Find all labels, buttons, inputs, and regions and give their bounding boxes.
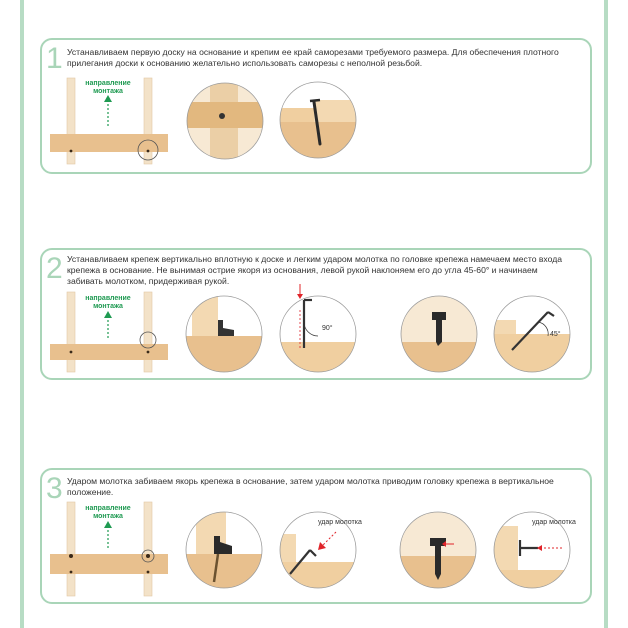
deck-overview-diagram: [50, 502, 168, 596]
deck-board: [50, 554, 168, 574]
screw-point: [70, 351, 73, 354]
step-2-illustrations: [42, 250, 590, 378]
deck-board: [50, 134, 168, 152]
detail-hammer-strike-2: [494, 512, 576, 592]
screw-point: [147, 571, 150, 574]
deck-overview-diagram: [50, 78, 168, 164]
angle-label: 90°: [322, 325, 333, 332]
detail-screw-side-view: [280, 82, 356, 162]
detail-hammer-strike-1: [280, 512, 362, 592]
step-number: 2: [46, 252, 63, 285]
step-number: 3: [46, 472, 63, 505]
screw-point: [70, 571, 73, 574]
left-guide-rail: [20, 0, 24, 628]
step-1-illustrations: [42, 40, 590, 172]
deck-overview-diagram: [50, 292, 168, 372]
step-2-panel: [40, 248, 592, 380]
detail-fastener-front: [186, 296, 262, 376]
hammer-label: удар молотка: [532, 519, 576, 526]
detail-fastener-side: [401, 296, 477, 376]
direction-label: направление: [85, 80, 131, 87]
screw-point: [147, 150, 150, 153]
detail-anchor-driven: [186, 512, 262, 592]
direction-label: направление: [85, 505, 131, 512]
direction-arrow-head: [104, 95, 112, 102]
angle-label: 45°: [550, 331, 561, 338]
step-number: 1: [46, 42, 63, 75]
direction-label: монтажа: [93, 88, 123, 95]
step-instruction: Ударом молотка забиваем якорь крепежа в основание, затем ударом молотка приводим головку крепежа в вертикальное положение.: [67, 476, 554, 497]
joist-right: [144, 502, 152, 596]
direction-arrow-head: [104, 521, 112, 528]
detail-top-view: [187, 83, 263, 159]
step-1-panel: [40, 38, 592, 174]
joist-left: [67, 502, 75, 596]
detail-angle-45: [494, 296, 570, 376]
step-3-panel: [40, 468, 592, 604]
hammer-label: удар молотка: [318, 519, 362, 526]
screw-point: [147, 351, 150, 354]
step-3-illustrations: [42, 470, 590, 602]
screw-point: [69, 554, 73, 558]
step-instruction: Устанавливаем первую доску на основание и крепим ее край саморезами требуемого размера. Для обеспечения плотного прилегания доски к основанию желательно использовать саморезы с неполной резьбой.: [67, 47, 559, 68]
direction-arrow-head: [104, 311, 112, 318]
direction-label: направление: [85, 295, 131, 302]
right-guide-rail: [604, 0, 608, 628]
screw-point: [146, 554, 150, 558]
detail-angle-90: [280, 284, 356, 376]
screw-point: [70, 150, 73, 153]
direction-label: монтажа: [93, 303, 123, 310]
detail-anchor-upright: [400, 512, 476, 592]
screw-head: [219, 113, 225, 119]
step-instruction: Устанавливаем крепеж вертикально вплотную к доске и легким ударом молотка по головке крепежа намечаем место входа крепежа в основание. Не вынимая острие якоря из основания, левой рукой наклоняем его до угла 45-60° и начинаем забивать молотком, придерживая рукой.: [67, 254, 563, 286]
deck-board: [50, 344, 168, 360]
direction-label: монтажа: [93, 513, 123, 520]
